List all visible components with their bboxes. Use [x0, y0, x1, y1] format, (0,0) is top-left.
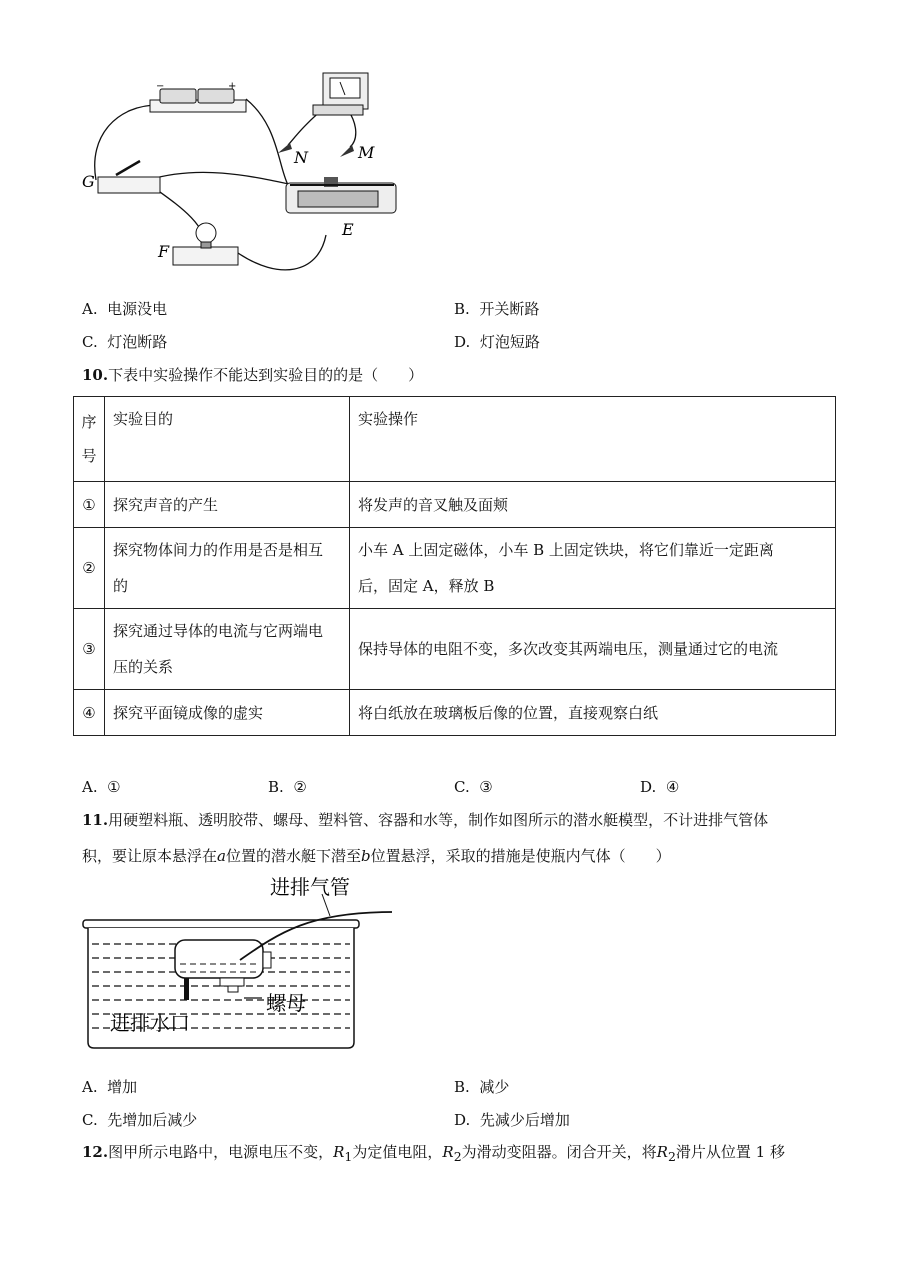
- q12-stem: 12.图甲所示电路中，电源电压不变，$R_1$为定值电阻，$R_2$为滑动变阻器。闭合开关，将$R_2$滑片从位置 1 移: [82, 1143, 785, 1164]
- svg-text:+: +: [228, 81, 237, 92]
- label-f: F: [158, 242, 170, 261]
- q11-option-c: C. 先增加后减少: [82, 1111, 198, 1129]
- label-nut: 螺母: [266, 991, 306, 1015]
- table-header-row: [74, 397, 836, 482]
- label-water-port: 进排水口: [110, 1011, 190, 1035]
- label-e: E: [342, 220, 354, 239]
- q11-option-b: B. 减少: [454, 1078, 510, 1096]
- q10-option-d: D. ④: [640, 778, 680, 796]
- q9-option-b: B. 开关断路: [454, 300, 540, 318]
- q9-option-d: D. 灯泡短路: [454, 333, 540, 351]
- q9-option-a: A. 电源没电: [82, 300, 168, 318]
- q10-option-c: C. ③: [454, 778, 493, 796]
- q11-stem-line2: 积，要让原本悬浮在a位置的潜水艇下潜至b位置悬浮，采取的措施是使瓶内气体（ ）: [82, 847, 671, 865]
- q11-stem-line1: 11.用硬塑料瓶、透明胶带、螺母、塑料管、容器和水等，制作如图所示的潜水艇模型，不计进排气管体: [82, 811, 769, 829]
- experiment-table: [73, 396, 836, 736]
- table-row: ① 探究声音的产生 将发声的音叉触及面颊: [74, 482, 836, 528]
- table-row: ④ 探究平面镜成像的虚实 将白纸放在玻璃板后像的位置，直接观察白纸: [74, 690, 836, 736]
- q10-stem: 10.下表中实验操作不能达到实验目的的是（ ）: [82, 366, 424, 384]
- table-row: ② 探究物体间力的作用是否是相互 的 小车 A 上固定磁体，小车 B 上固定铁块，将它们靠近一定距离 后，固定 A，释放 B: [74, 528, 836, 609]
- q9-option-c: C. 灯泡断路: [82, 333, 168, 351]
- svg-text:−: −: [156, 81, 165, 92]
- label-air-tube: 进排气管: [270, 875, 350, 899]
- label-m: M: [358, 143, 375, 162]
- header-op: 实验操作: [350, 397, 836, 482]
- q11-option-d: D. 先减少后增加: [454, 1111, 570, 1129]
- label-g: G: [82, 172, 95, 191]
- header-goal: 实验目的: [105, 397, 350, 482]
- label-n: N: [294, 148, 308, 167]
- q11-option-a: A. 增加: [82, 1078, 138, 1096]
- header-num: 序 号: [74, 397, 105, 482]
- q10-option-a: A. ①: [82, 778, 121, 796]
- table-row: ③ 探究通过导体的电流与它两端电 压的关系 保持导体的电阻不变，多次改变其两端电压，测量通过它的电流: [74, 609, 836, 690]
- q10-option-b: B. ②: [268, 778, 307, 796]
- submarine-figure: [80, 872, 400, 1054]
- circuit-figure: [78, 65, 418, 280]
